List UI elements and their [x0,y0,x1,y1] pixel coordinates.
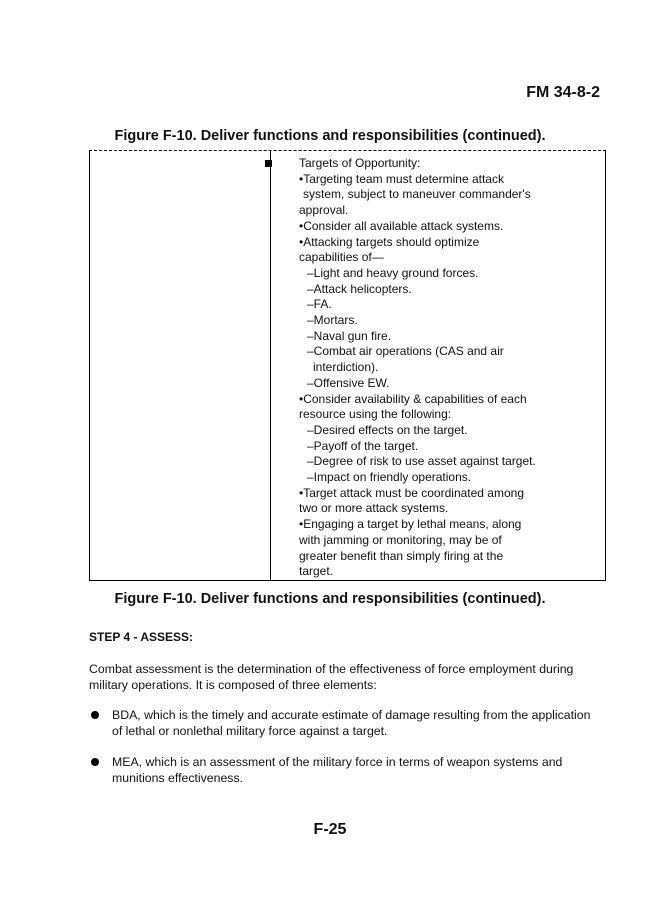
table-line: –Combat air operations (CAS and air [307,344,504,359]
column-divider [270,151,271,580]
table-line: Targets of Opportunity: [299,156,421,170]
table-line: system, subject to maneuver commander's [303,187,531,202]
table-line: capabilities of— [299,250,384,265]
figure-title-bottom: Figure F-10. Deliver functions and responsibilities (continued). [114,591,546,607]
document-id: FM 34-8-2 [526,84,600,101]
bullet-dot-icon [91,711,99,719]
table-line: •Targeting team must determine attack [299,171,504,186]
table-line: greater benefit than simply firing at the [299,548,504,563]
table-line: resource using the following: [299,407,452,422]
list-item-text: MEA, which is an assessment of the military force in terms of weapon systems and munitions effectiveness. [112,755,563,785]
square-bullet-icon [265,160,272,167]
table-line: with jamming or monitoring, may be of [299,532,502,547]
table-line: target. [299,564,334,579]
table-line: –Naval gun fire. [307,328,392,343]
table-line: •Attacking targets should optimize [299,234,480,249]
table-line: approval. [299,203,349,218]
table-line: –FA. [307,297,332,312]
table-line: interdiction). [313,360,379,375]
table-line: –Degree of risk to use asset against target. [307,454,536,469]
table-line: •Consider all available attack systems. [299,218,504,233]
table-line: –Offensive EW. [307,375,390,390]
bullet-dot-icon [91,758,99,766]
table-line: •Engaging a target by lethal means, along [299,517,522,532]
list-item-text: BDA, which is the timely and accurate estimate of damage resulting from the application of lethal or nonlethal military force against a target. [112,708,591,738]
table-line: –Impact on friendly operations. [307,470,472,485]
page-number: F-25 [313,821,347,838]
step-heading: STEP 4 - ASSESS: [89,630,194,644]
figure-title-top: Figure F-10. Deliver functions and responsibilities (continued). [114,128,546,144]
table-line: –Payoff of the target. [307,438,419,453]
table-line: •Target attack must be coordinated among [299,485,524,500]
responsibilities-table [89,150,606,581]
table-line: two or more attack systems. [299,501,449,516]
body-paragraph: Combat assessment is the determination of the effectiveness of force employment during military operations. It is composed of three elements: [89,662,574,692]
table-right-cell [299,156,589,580]
table-line: –Mortars. [307,313,358,328]
table-line: –Light and heavy ground forces. [307,265,479,280]
table-line: –Desired effects on the target. [307,422,468,437]
table-line: •Consider availability & capabilities of each [299,391,527,406]
table-line: –Attack helicopters. [307,281,412,296]
